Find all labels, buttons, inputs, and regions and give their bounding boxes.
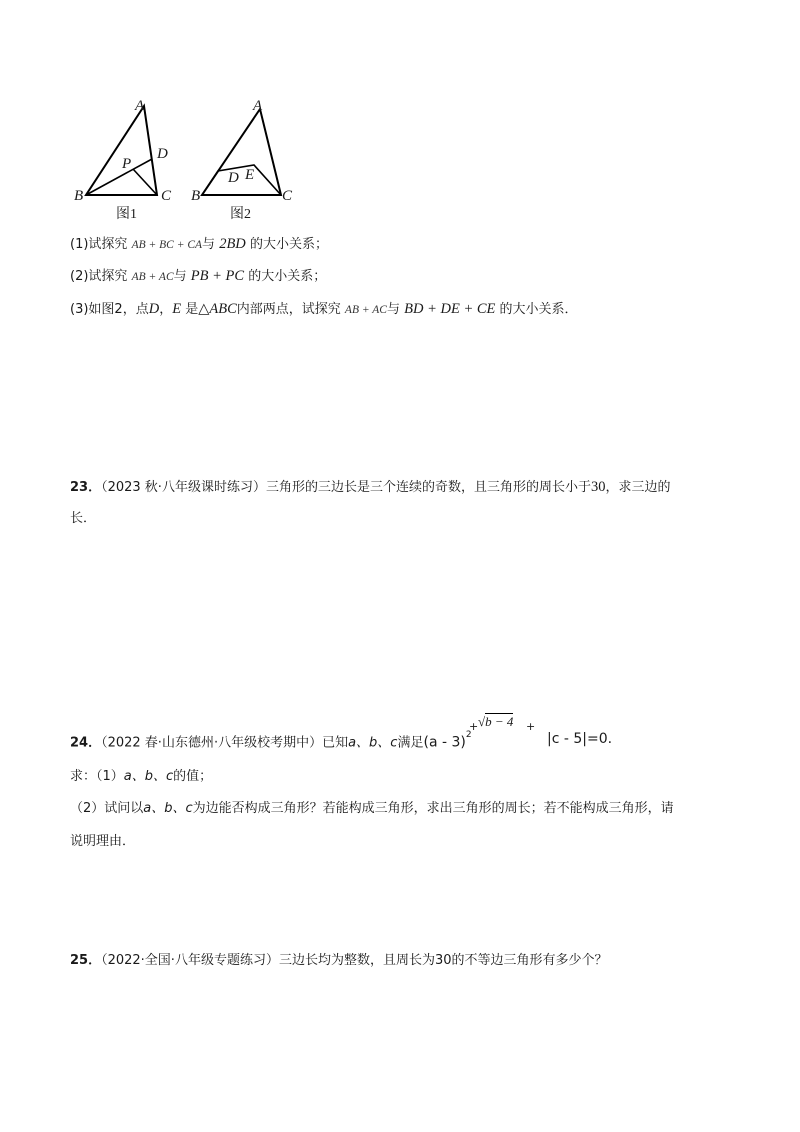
- fig1-segment-bd: [86, 159, 152, 195]
- q25-value: 30: [434, 953, 452, 968]
- q24-cond: 满足: [397, 735, 424, 751]
- q22-part3-expr1: AB + AC: [344, 304, 387, 316]
- fig1-label-a: A: [135, 98, 145, 114]
- q23-source: （2023 秋·八年级课时练习）: [101, 480, 266, 495]
- q24-eq-plus: +: [469, 720, 479, 733]
- fig1-label-b: B: [74, 188, 84, 204]
- q23-line2: [70, 510, 96, 528]
- q25-source: （2022·全国·八年级专题练习）: [101, 953, 279, 968]
- q22-part3-inner: 内部两点，试探究: [236, 302, 341, 317]
- q24-eq-sup: 2: [465, 730, 472, 740]
- q24-p2-vars: a、b、c: [143, 801, 193, 816]
- q22-part1-num: (1): [70, 237, 89, 252]
- q22-part2-num: (2): [70, 269, 89, 284]
- q22-part3-post: 的大小关系．: [499, 302, 578, 317]
- fig2-label-d: D: [228, 170, 239, 186]
- fig2-caption: 图2: [230, 207, 251, 222]
- q24-eq-end: =0.: [587, 731, 613, 747]
- q25-line1: [70, 952, 608, 970]
- q23-value: 30: [590, 479, 606, 495]
- q24-ask1: [70, 768, 212, 786]
- q24-line1: [70, 730, 472, 752]
- q24-sqrt: [478, 714, 513, 730]
- q24-pre: 已知: [322, 735, 349, 751]
- q22-part3-num: (3): [70, 302, 89, 317]
- q22-part3-sep: ，: [159, 302, 173, 317]
- q24-sqrt-sign: √: [478, 714, 486, 729]
- q23-number: 23．: [70, 480, 102, 495]
- q22-part2-expr2: PB + PC: [190, 268, 245, 284]
- q22-part3-expr2: BD + DE + CE: [404, 301, 496, 317]
- fig1-caption: 图1: [116, 207, 137, 222]
- q24-eq-part2: |c - 5|: [547, 731, 587, 747]
- q22-part3-mid: 与: [386, 302, 400, 317]
- q22-part1-post: 的大小关系；: [249, 237, 328, 252]
- q22-part3-tri: △ABC: [198, 301, 237, 317]
- q24-number: 24．: [70, 735, 102, 751]
- q24-p2-text2: 说明理由．: [70, 834, 136, 849]
- q25-text1: 三边长均为整数，且周长为: [278, 953, 435, 968]
- q25-text2: 的不等边三角形有多少个？: [451, 953, 608, 968]
- q22-part1-expr2: 2BD: [219, 236, 246, 252]
- q25-number: 25．: [70, 953, 102, 968]
- q24-ask-tail: 的值；: [173, 769, 213, 784]
- q22-part2: [70, 267, 326, 286]
- q24-ask-vars: a、b、c: [123, 769, 174, 784]
- q22-part2-pre: 试探究: [88, 269, 128, 284]
- q23-line1: [70, 478, 670, 497]
- q24-ask2: [70, 800, 674, 818]
- q22-part3: [70, 300, 578, 319]
- q22-part3-pre: 如图2，点: [88, 302, 149, 317]
- q22-part1-expr1: AB + BC + CA: [131, 239, 203, 251]
- q22-part1-pre: 试探究: [88, 237, 128, 252]
- q24-ask: 求：（1）: [70, 769, 124, 784]
- fig2-label-a: A: [253, 98, 263, 114]
- q24-sqrt-content: b − 4: [485, 714, 514, 729]
- q24-p2-pre: （2）试问以: [70, 801, 144, 816]
- fig2-label-b: B: [191, 188, 201, 204]
- q22-part3-d: D: [148, 301, 160, 317]
- q22-part1: [70, 235, 328, 254]
- q24-eq-part1: (a - 3): [423, 734, 466, 751]
- q22-part2-mid: 与: [173, 269, 187, 284]
- q22-part3-e: E: [172, 301, 182, 317]
- q24-eq-plus2: +: [526, 720, 536, 733]
- fig1-label-c: C: [161, 188, 172, 204]
- q24-p2-text: 为边能否构成三角形？若能构成三角形，求出三角形的周长；若不能构成三角形，请: [192, 801, 674, 816]
- fig1-triangle-abc: [86, 106, 157, 195]
- fig2-label-e: E: [245, 167, 255, 183]
- fig1-label-p: P: [122, 156, 132, 172]
- q22-part1-mid: 与: [202, 237, 216, 252]
- fig2-label-c: C: [282, 188, 293, 204]
- fig2-path-bdec: [202, 165, 281, 195]
- q22-part2-post: 的大小关系；: [248, 269, 327, 284]
- q24-ask2-cont: [70, 833, 135, 851]
- fig1-label-d: D: [157, 146, 168, 162]
- q22-part3-is: 是: [185, 302, 199, 317]
- q22-part2-expr1: AB + AC: [131, 271, 174, 283]
- q24-line1-tail: [547, 730, 612, 749]
- q23-text3: 长．: [70, 511, 97, 526]
- q24-vars: a、b、c: [348, 735, 398, 751]
- q23-text1: 三角形的三边长是三个连续的奇数，且三角形的周长小于: [265, 480, 591, 495]
- q24-source: （2022 春·山东德州·八年级校考期中）: [101, 735, 323, 751]
- q23-text2: ，求三边的: [605, 480, 671, 495]
